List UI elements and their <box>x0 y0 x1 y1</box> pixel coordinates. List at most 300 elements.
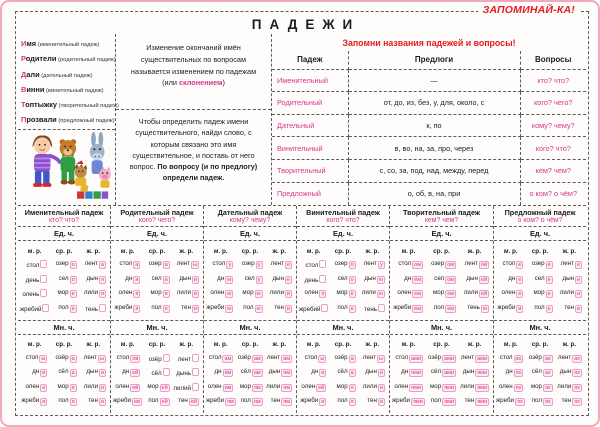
reference-header-prepositions: Предлоги <box>348 51 520 69</box>
word-stem: дн <box>217 274 225 282</box>
word-cell <box>172 368 201 377</box>
declension-column <box>18 206 111 413</box>
word-cell <box>555 260 584 269</box>
word-cell <box>425 304 458 313</box>
word-stem: лент <box>464 260 478 268</box>
word-row <box>392 397 491 406</box>
word-stem: дын <box>559 368 572 376</box>
word-stem: олен <box>501 289 516 297</box>
word-cell <box>265 304 294 313</box>
words-block <box>204 335 296 414</box>
word-stem: озер <box>431 260 445 268</box>
word-ending: ю <box>256 291 261 298</box>
hedgehog-figure <box>74 160 87 186</box>
word-cell <box>555 275 584 284</box>
word-cell <box>299 383 328 392</box>
word-ending: и <box>42 399 46 406</box>
word-ending: е <box>286 276 290 283</box>
word-ending: ях <box>516 399 523 406</box>
word-row <box>299 304 387 313</box>
word-row <box>20 397 108 406</box>
word-stem: дн <box>311 368 319 376</box>
word-cell <box>299 368 328 377</box>
word-cell <box>20 260 49 269</box>
word-stem: стол <box>502 260 516 268</box>
word-ending: ей <box>132 384 139 391</box>
word-cell <box>20 383 49 392</box>
gender-header: м. р. <box>306 247 321 255</box>
word-stem: сел <box>244 274 255 282</box>
word-stem: тен <box>367 397 377 405</box>
word-row <box>496 289 584 298</box>
word-cell <box>49 368 78 377</box>
gender-header: ж. р. <box>365 341 380 349</box>
word-ending: е <box>71 305 75 312</box>
number-label: Мн. ч. <box>204 321 296 335</box>
word-ending: ям <box>253 384 261 391</box>
gender-header: м. р. <box>213 247 228 255</box>
declension-case-questions: кому? чему? <box>229 217 271 224</box>
word-ending: а <box>164 262 168 269</box>
word-ending: ей <box>190 399 197 406</box>
word-cell <box>235 397 264 406</box>
word-cell <box>79 383 108 392</box>
gender-header: ср. р. <box>55 247 73 255</box>
word-ending: ях <box>574 384 581 391</box>
definition-tail: ) <box>222 78 225 88</box>
word-row <box>496 304 584 313</box>
word-stem: озёр <box>428 353 442 361</box>
word-ending: ам <box>253 355 261 362</box>
word-cell <box>392 304 425 313</box>
word-ending: и <box>42 370 46 377</box>
word-ending: а <box>350 370 354 377</box>
gender-header: м. р. <box>401 341 416 349</box>
word-cell <box>49 275 78 284</box>
declension-column-header <box>494 206 586 227</box>
mnemonic-item <box>21 113 114 128</box>
word-cell <box>425 383 458 392</box>
word-cell <box>458 354 491 363</box>
mnemonic-note: (именительный падеж) <box>36 42 100 48</box>
brand-badge: ЗАПОМИНАЙ-КА! <box>478 4 580 16</box>
word-cell <box>328 304 357 313</box>
word-row <box>392 368 491 377</box>
word-ending: ей <box>161 384 168 391</box>
word-stem: лент <box>460 353 475 361</box>
word-ending: ем <box>447 291 455 298</box>
gender-header-row <box>392 341 491 348</box>
word-stem: жреби <box>300 397 319 405</box>
mnemonic-note: (родительный падеж) <box>56 57 116 64</box>
word-cell <box>265 354 294 363</box>
word-ending: ов <box>132 355 139 362</box>
word-ending: о <box>71 276 75 283</box>
word-cell <box>235 275 264 284</box>
word-ending: е <box>547 276 551 283</box>
word-cell <box>358 368 387 377</box>
word-cell <box>265 260 294 269</box>
word-cell <box>392 354 425 363</box>
gender-header: ж. р. <box>467 247 482 255</box>
word-cell <box>113 289 142 298</box>
mnemonic-initial: В <box>21 84 27 94</box>
word-cell <box>425 260 458 269</box>
word-ending: и <box>576 305 581 312</box>
gender-header: м. р. <box>306 341 321 349</box>
word-stem: тен <box>181 303 191 311</box>
word-ending: я <box>163 305 170 313</box>
word-row <box>206 260 294 269</box>
word-cell <box>328 368 357 377</box>
word-cell <box>235 383 264 392</box>
word-stem: сел <box>337 274 348 282</box>
word-cell <box>458 289 491 298</box>
word-stem: день <box>25 276 40 284</box>
mnemonic-initial: Д <box>21 69 27 79</box>
word-ending <box>40 275 47 283</box>
word-stem: жреби <box>496 397 514 405</box>
gender-header-row <box>496 248 584 255</box>
word-stem: сел <box>151 274 162 282</box>
left-column <box>18 34 119 205</box>
word-cell <box>425 275 458 284</box>
word-cell <box>525 383 554 392</box>
word-cell <box>206 368 235 377</box>
word-ending: е <box>518 276 522 283</box>
word-stem: мор <box>150 289 162 297</box>
word-cell <box>358 260 387 269</box>
mnemonic-word: инни <box>26 84 45 94</box>
reference-header-row <box>272 51 586 69</box>
gender-header-row <box>392 248 491 255</box>
declension-case-questions: кого? что? <box>326 217 360 224</box>
word-cell <box>265 289 294 298</box>
word-ending: ях <box>515 370 522 377</box>
word-ending: ю <box>378 291 383 298</box>
word-stem: тен <box>564 303 574 311</box>
gender-header-row <box>20 341 108 348</box>
mnemonic-note: (предложный падеж) <box>56 118 115 125</box>
mnemonic-word: али <box>26 69 40 79</box>
gender-header: ср. р. <box>334 247 352 255</box>
number-label: Мн. ч. <box>18 321 110 335</box>
word-ending: я <box>349 384 356 392</box>
word-row <box>206 368 294 377</box>
instruction-box <box>116 110 271 205</box>
mnemonic-initial: Т <box>21 100 26 110</box>
mnemonic-word: одители <box>25 54 57 64</box>
word-stem: дын <box>179 274 191 282</box>
word-cell <box>328 397 357 406</box>
word-stem: озёр <box>55 353 69 361</box>
word-row <box>392 354 491 363</box>
word-stem: лент <box>557 353 572 361</box>
number-label: Ед. ч. <box>390 227 493 241</box>
word-cell <box>496 397 525 406</box>
word-stem: жребий <box>20 305 42 313</box>
word-stem: тень <box>364 305 377 313</box>
word-cell <box>555 289 584 298</box>
declension-column-header <box>390 206 493 227</box>
number-label: Ед. ч. <box>297 227 389 241</box>
word-ending: ями <box>412 399 423 406</box>
word-row <box>20 289 108 298</box>
word-row <box>392 289 491 298</box>
word-stem: озер <box>334 260 348 268</box>
word-stem: олен <box>397 289 412 297</box>
number-label: Ед. ч. <box>18 227 110 241</box>
word-stem: олень <box>22 291 40 299</box>
word-ending: ей <box>161 399 168 406</box>
declension-column-header <box>111 206 203 227</box>
poster-frame <box>15 4 589 416</box>
word-stem: дн <box>508 274 516 282</box>
declension-column-header <box>18 206 110 227</box>
declension-case-questions: кого? чего? <box>138 217 176 224</box>
word-ending: и <box>321 399 325 406</box>
reference-questions: кто? что? <box>520 69 586 92</box>
word-cell <box>172 304 201 313</box>
word-row <box>206 383 294 392</box>
word-stem: стол <box>398 260 412 268</box>
word-stem: сёл <box>337 368 348 376</box>
word-stem: тен <box>561 397 572 405</box>
word-cell <box>392 260 425 269</box>
word-ending: е <box>547 291 551 298</box>
word-cell <box>392 397 425 406</box>
word-stem: дын <box>562 274 574 282</box>
word-cell <box>79 304 108 313</box>
word-row <box>299 354 387 363</box>
word-stem: жреби <box>113 397 131 405</box>
word-stem: дн <box>214 368 222 376</box>
words-block <box>18 241 110 321</box>
word-row <box>299 289 387 298</box>
number-label: Мн. ч. <box>111 321 203 335</box>
word-cell <box>358 354 387 363</box>
word-ending: я <box>99 290 106 298</box>
word-stem: озер <box>531 260 545 268</box>
reference-table-body <box>272 69 586 205</box>
word-stem: стол <box>25 353 39 361</box>
word-ending: ах <box>574 355 581 362</box>
word-cell <box>20 397 49 406</box>
word-row <box>113 275 201 284</box>
word-cell <box>496 260 525 269</box>
word-stem: дынь <box>176 370 191 378</box>
reference-questions: кем? чем? <box>520 160 586 183</box>
word-stem: олен <box>394 382 409 390</box>
word-stem: мор <box>533 289 545 297</box>
word-ending: ю <box>378 276 383 283</box>
gender-header: ж. р. <box>562 341 577 349</box>
word-stem: лент <box>560 260 574 268</box>
mnemonic-note: (винительный падеж) <box>44 87 104 94</box>
word-ending: а <box>350 355 354 362</box>
reference-row <box>272 92 586 115</box>
word-cell <box>206 260 235 269</box>
word-cell <box>142 260 171 269</box>
word-cell <box>555 383 584 392</box>
word-stem: пол <box>534 303 545 311</box>
word-row <box>20 304 108 313</box>
words-block <box>297 241 389 321</box>
word-ending: ы <box>41 355 46 362</box>
reference-header-case: Падеж <box>272 51 348 69</box>
declension-case-questions: кем? чем? <box>424 217 459 224</box>
word-cell <box>458 383 491 392</box>
words-block <box>494 335 586 414</box>
word-cell <box>142 383 171 392</box>
word-stem: дн <box>122 368 130 376</box>
word-cell <box>49 383 78 392</box>
word-cell <box>458 275 491 284</box>
word-cell <box>328 289 357 298</box>
word-stem: тен <box>270 397 281 405</box>
word-cell <box>113 304 142 313</box>
word-cell <box>425 368 458 377</box>
word-ending: ю <box>482 305 488 312</box>
number-label: Мн. ч. <box>390 321 493 335</box>
declension-case-questions: кто? что? <box>48 217 80 224</box>
mnemonic-item <box>21 98 119 113</box>
word-stem: мор <box>242 289 254 297</box>
word-ending: и <box>42 384 46 391</box>
word-cell <box>392 368 425 377</box>
reference-prepositions: с, со, за, под, над, между, перед <box>348 160 520 183</box>
word-stem: тень <box>85 305 98 313</box>
word-ending: е <box>286 262 290 269</box>
word-stem: стол <box>304 353 318 361</box>
word-stem: лент <box>266 353 281 361</box>
word-stem: олен <box>207 382 222 390</box>
word-stem: лили <box>557 382 572 390</box>
word-cell <box>328 260 357 269</box>
word-cell <box>79 354 108 363</box>
word-ending <box>40 260 47 268</box>
word-row <box>299 275 387 284</box>
word-stem: пол <box>58 303 69 311</box>
word-ending: е <box>518 262 522 269</box>
reference-prepositions: — <box>348 69 520 92</box>
mnemonic-initial: П <box>21 115 27 125</box>
word-cell <box>265 368 294 377</box>
word-stem: лент <box>270 260 284 268</box>
gender-header: ср. р. <box>334 341 352 349</box>
word-row <box>299 383 387 392</box>
gender-header: ср. р. <box>531 341 549 349</box>
word-stem: лили <box>176 289 191 297</box>
word-ending: и <box>379 399 383 406</box>
reference-prepositions: в, во, на, за, про, через <box>348 137 520 160</box>
word-row <box>392 260 491 269</box>
word-ending: ю <box>227 305 232 312</box>
word-ending: ом <box>447 276 455 283</box>
word-cell <box>358 304 387 313</box>
word-ending: а <box>135 262 139 269</box>
word-ending: я <box>133 305 140 313</box>
word-stem: лент <box>84 260 98 268</box>
word-stem: стол <box>395 353 409 361</box>
word-stem: озёр <box>528 353 542 361</box>
gender-header: ж. р. <box>272 247 287 255</box>
declension-case-name: Предложный падеж <box>504 208 576 217</box>
mnemonic-item <box>21 68 114 83</box>
word-stem: дн <box>32 368 40 376</box>
word-cell <box>425 397 458 406</box>
word-ending: ями <box>444 399 455 406</box>
word-row <box>20 260 108 269</box>
word-cell <box>20 275 49 284</box>
word-stem: стол <box>116 353 130 361</box>
word-stem: тен <box>274 303 284 311</box>
declension-column <box>297 206 390 413</box>
word-cell <box>79 397 108 406</box>
mnemonic-item <box>21 52 114 67</box>
word-ending <box>40 289 47 297</box>
words-block <box>390 335 493 414</box>
word-ending: е <box>518 291 522 298</box>
word-cell <box>206 289 235 298</box>
word-cell <box>525 368 554 377</box>
word-ending <box>319 275 326 283</box>
reference-row <box>272 137 586 160</box>
mnemonic-note: (творительный падеж) <box>57 103 119 110</box>
word-stem: жреби <box>393 303 412 311</box>
gender-header-row <box>20 248 108 255</box>
word-stem: олен <box>115 382 130 390</box>
mnemonic-item <box>21 37 114 52</box>
word-row <box>113 397 201 406</box>
word-cell <box>235 260 264 269</box>
word-ending: я <box>163 290 170 298</box>
word-cell <box>265 383 294 392</box>
gender-header: ср. р. <box>433 247 450 255</box>
word-cell <box>299 260 328 269</box>
word-ending <box>192 383 199 391</box>
word-cell <box>358 289 387 298</box>
word-cell <box>206 354 235 363</box>
word-stem: лили <box>361 289 376 297</box>
word-stem: лили <box>362 382 377 390</box>
word-ending: е <box>547 305 551 312</box>
word-cell <box>142 397 171 406</box>
word-ending: я <box>319 290 326 298</box>
number-label: Мн. ч. <box>297 321 389 335</box>
gender-header: м. р. <box>27 247 42 255</box>
word-ending: ам <box>224 355 232 362</box>
gender-header-row <box>299 341 387 348</box>
word-stem: тен <box>464 397 475 405</box>
word-ending: ем <box>447 305 455 312</box>
word-cell <box>392 275 425 284</box>
word-ending: и <box>379 384 383 391</box>
word-ending: ях <box>574 399 581 406</box>
word-ending: ями <box>411 384 422 391</box>
reference-prepositions: о, об, в, на, при <box>348 182 520 205</box>
word-cell <box>525 275 554 284</box>
reference-case: Дательный <box>272 114 348 137</box>
word-ending: ам <box>253 370 261 377</box>
word-ending: е <box>71 291 75 298</box>
word-cell <box>555 304 584 313</box>
word-stem: лент <box>362 353 377 361</box>
mnemonic-item <box>21 83 114 98</box>
definition-highlight: склонением <box>178 78 223 88</box>
word-row <box>496 260 584 269</box>
word-stem: сёл <box>531 368 542 376</box>
